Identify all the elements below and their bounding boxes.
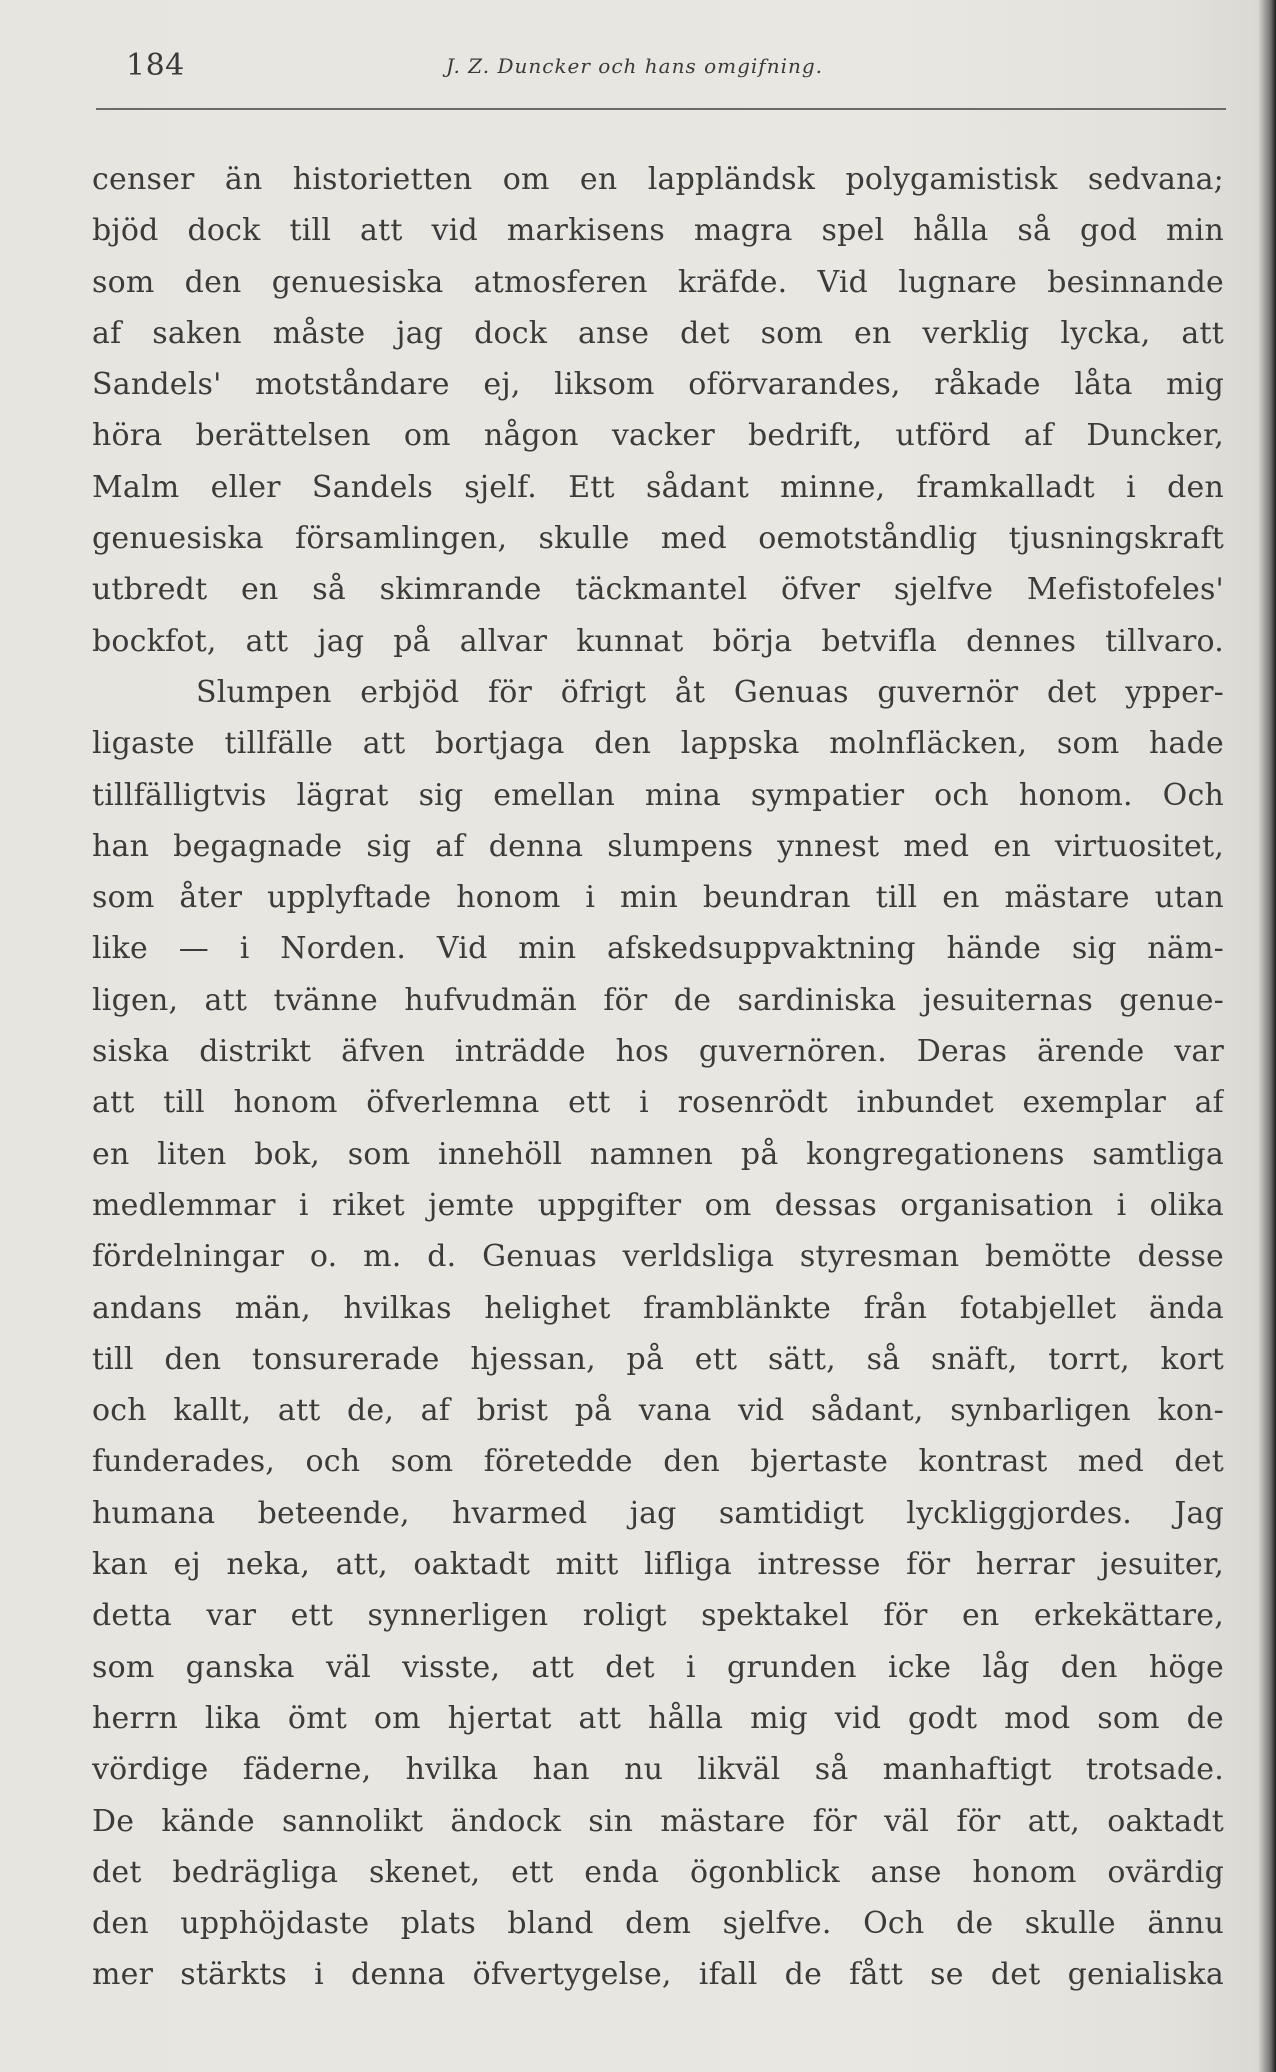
text-line: af saken måste jag dock anse det som en verklig lycka, att xyxy=(92,315,1224,351)
text-line: kan ej neka, att, oaktadt mitt lifliga intresse för herrar jesuiter, xyxy=(92,1547,1224,1583)
text-line: som åter upplyftade honom i min beundran till en mästare utan xyxy=(92,880,1224,916)
text-line: detta var ett synnerligen roligt spektakel för en erkekättare, xyxy=(92,1598,1224,1634)
page-header xyxy=(126,48,1226,88)
text-line: mer stärkts i denna öfvertygelse, ifall de fått se det genialiska xyxy=(92,1957,1224,1993)
page-number: 184 xyxy=(126,48,185,83)
text-line: ligen, att tvänne hufvudmän för de sardiniska jesuiternas genue- xyxy=(92,982,1224,1018)
text-line: till den tonsurerade hjessan, på ett sätt, så snäft, torrt, kort xyxy=(92,1341,1224,1377)
text-line: och kallt, att de, af brist på vana vid sådant, synbarligen kon- xyxy=(92,1393,1224,1429)
text-line: han begagnade sig af denna slumpens ynnest med en virtuositet, xyxy=(92,828,1224,864)
text-line: en liten bok, som innehöll namnen på kongregationens samtliga xyxy=(92,1136,1224,1172)
text-line: funderades, och som företedde den bjertaste kontrast med det xyxy=(92,1444,1224,1480)
body-text xyxy=(92,154,1224,2001)
text-line: herrn lika ömt om hjertat att hålla mig vid godt mod som de xyxy=(92,1700,1224,1736)
text-line: fördelningar o. m. d. Genuas verldsliga styresman bemötte desse xyxy=(92,1239,1224,1275)
text-line: höra berättelsen om någon vacker bedrift, utförd af Duncker, xyxy=(92,418,1224,454)
running-title: J. Z. Duncker och hans omgifning. xyxy=(446,54,824,78)
text-line: att till honom öfverlemna ett i rosenrödt inbundet exemplar af xyxy=(92,1085,1224,1121)
text-line: tillfälligtvis lägrat sig emellan mina sympatier och honom. Och xyxy=(92,777,1224,813)
header-rule xyxy=(96,108,1226,110)
text-line: som ganska väl visste, att det i grunden icke låg den höge xyxy=(92,1649,1224,1685)
text-line: som den genuesiska atmosferen kräfde. Vid lugnare besinnande xyxy=(92,264,1224,300)
text-line: den upphöjdaste plats bland dem sjelfve. Och de skulle ännu xyxy=(92,1906,1224,1942)
text-line: Malm eller Sandels sjelf. Ett sådant minne, framkalladt i den xyxy=(92,469,1224,505)
text-line: De kände sannolikt ändock sin mästare för väl för att, oaktadt xyxy=(92,1803,1224,1839)
text-line: bockfot, att jag på allvar kunnat börja betvifla dennes tillvaro. xyxy=(92,623,1224,659)
text-line: utbredt en så skimrande täckmantel öfver sjelfve Mefistofeles' xyxy=(92,572,1224,608)
text-line: bjöd dock till att vid markisens magra spel hålla så god min xyxy=(92,213,1224,249)
page-edge-shadow xyxy=(1258,0,1276,2072)
text-line: det bedrägliga skenet, ett enda ögonblick anse honom ovärdig xyxy=(92,1854,1224,1890)
text-line: vördige fäderne, hvilka han nu likväl så manhaftigt trotsade. xyxy=(92,1752,1224,1788)
text-line: humana beteende, hvarmed jag samtidigt lyckliggjordes. Jag xyxy=(92,1495,1224,1531)
text-line: andans män, hvilkas helighet framblänkte från fotabjellet ända xyxy=(92,1290,1224,1326)
text-line: siska distrikt äfven inträdde hos guvernören. Deras ärende var xyxy=(92,1034,1224,1070)
text-line: medlemmar i riket jemte uppgifter om dessas organisation i olika xyxy=(92,1187,1224,1223)
text-line: censer än historietten om en lappländsk polygamistisk sedvana; xyxy=(92,162,1224,197)
text-line: like — i Norden. Vid min afskedsuppvaktning hände sig näm- xyxy=(92,931,1224,967)
text-line: Slumpen erbjöd för öfrigt åt Genuas guvernör det ypper- xyxy=(196,674,1224,710)
text-line: ligaste tillfälle att bortjaga den lappska molnfläcken, som hade xyxy=(92,726,1224,762)
text-line: Sandels' motståndare ej, liksom oförvarandes, råkade låta mig xyxy=(92,367,1224,403)
text-line: genuesiska församlingen, skulle med oemotståndlig tjusningskraft xyxy=(92,521,1224,557)
